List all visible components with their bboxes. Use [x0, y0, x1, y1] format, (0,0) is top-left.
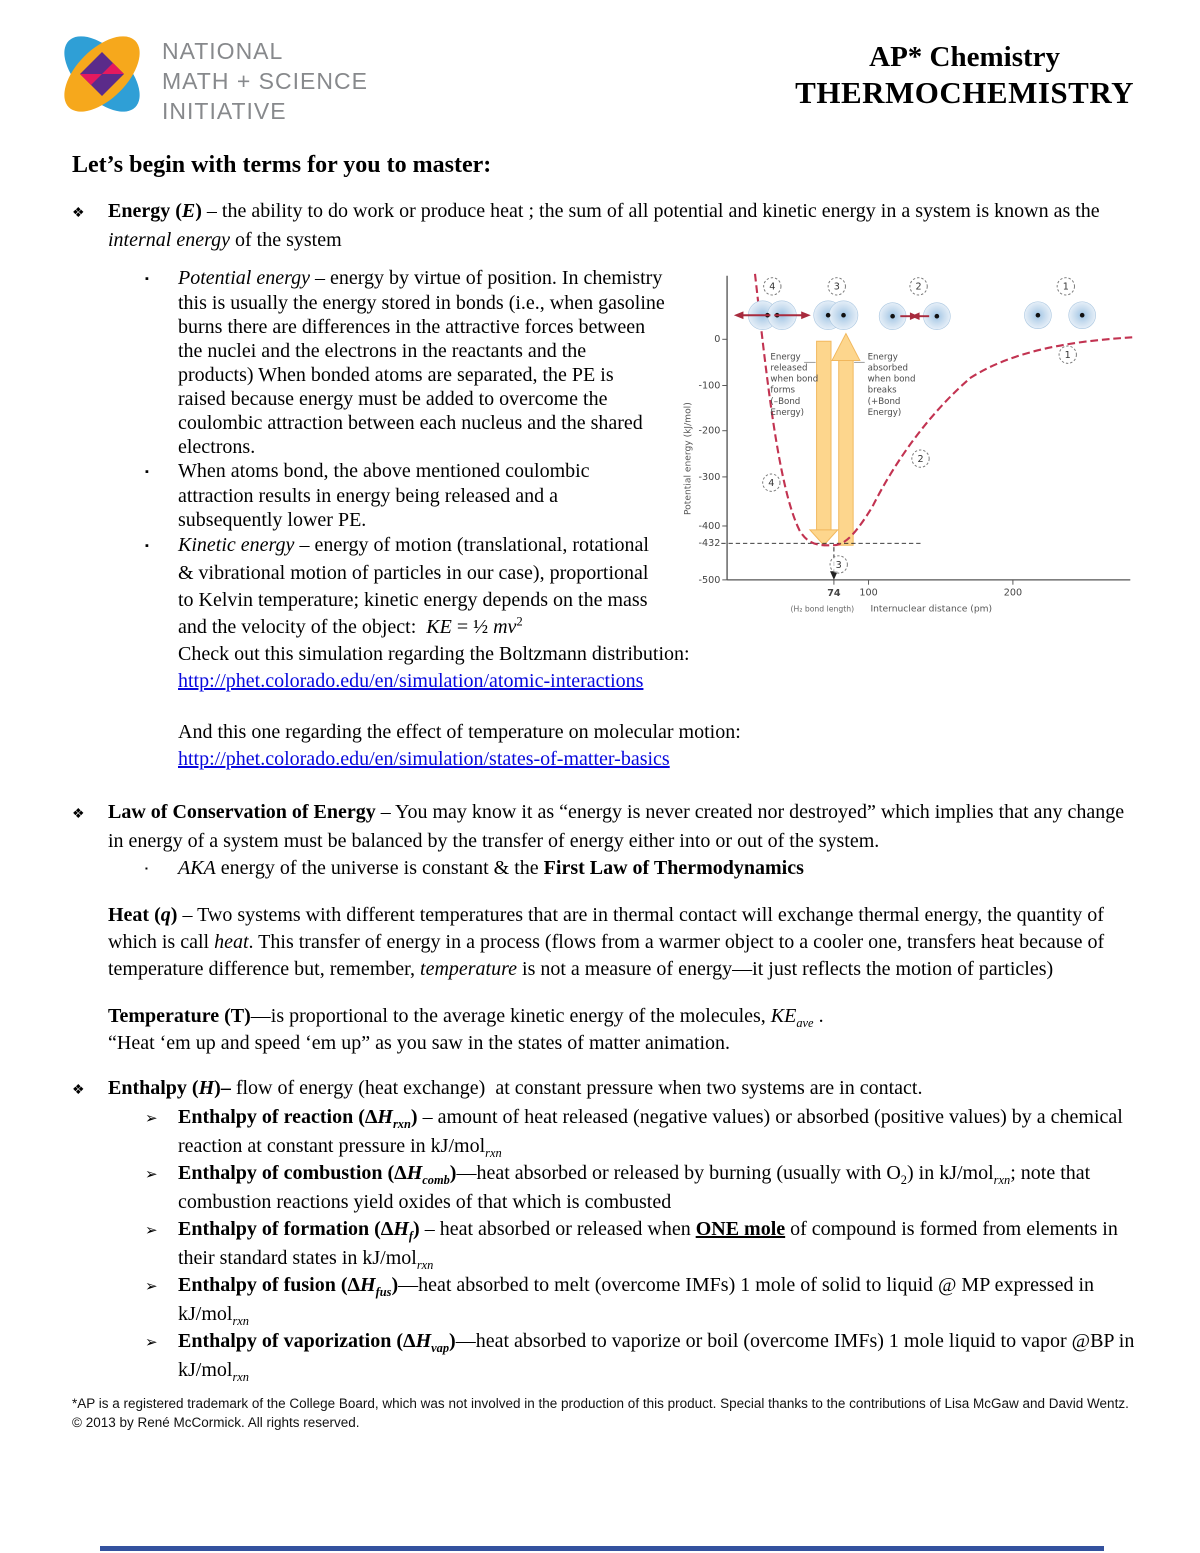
atoms-separated [1024, 302, 1095, 329]
y-tick-300: -300 [698, 471, 721, 483]
bullet-law-of-conservation [72, 799, 1138, 855]
atoms-bonded [814, 301, 858, 330]
enthalpy-fusion-text: Enthalpy of fusion $(\Delta H_{fus})—heat$ absorbed to melt (overcome IMFs) 1 mole of solid to liquid @ MP expressed in kJ/mol$_{rxn}$ [178, 1274, 1095, 1328]
phet-states-link-line [72, 746, 1138, 773]
svg-text:when bond: when bond [867, 374, 916, 385]
arrow-bullet-icon: ➢ [145, 1223, 158, 1239]
paragraph-temperature: Temperature (T)—is proportional to the average kinetic energy of the molecules, $KE_{ave}$ . “Heat ‘em up and speed ‘em up” as you saw in the states of matter animation. [108, 1005, 824, 1054]
diamond-bullet-icon: ❖ [72, 1083, 85, 1098]
y-axis-label: Potential energy (kJ/mol) [683, 402, 694, 515]
arrow-bullet-icon: ➢ [145, 1335, 158, 1351]
bullet-enthalpy-combustion [72, 1160, 1138, 1216]
pe-curve-figure [678, 266, 1138, 632]
svg-text:breaks: breaks [867, 385, 897, 396]
atoms-compressed [734, 301, 811, 330]
small-square-bullet-icon: ▪ [145, 864, 148, 873]
svg-text:1: 1 [1062, 281, 1069, 293]
bullet-energy [72, 198, 1138, 254]
states-of-matter-intro: And this one regarding the effect of temperature on molecular motion: [178, 721, 741, 743]
bottom-accent-bar [100, 1546, 1104, 1551]
document-body [72, 150, 1138, 1432]
section-heading: Let’s begin with terms for you to master: [72, 152, 492, 178]
title-topic: THERMOCHEMISTRY [795, 75, 1134, 110]
bullet-energy-text: Energy (E) – the ability to do work or produce heat ; the sum of all potential and kinetic energy in a system is known as the internal energy of the system [108, 200, 1100, 251]
svg-text:Energy): Energy) [770, 407, 805, 418]
bullet-law-text: Law of Conservation of Energy – You may know it as “energy is never created nor destroyed” which implies that any change in energy of a system must be balanced by the transfer of energy either into or out of the system. [108, 801, 1125, 852]
x-axis-label: Internuclear distance (pm) [870, 604, 993, 615]
arrow-bullet-icon: ➢ [145, 1279, 158, 1295]
bullet-enthalpy-reaction [72, 1104, 1138, 1160]
svg-text:(–Bond: (–Bond [770, 396, 801, 407]
enthalpy-reaction-text: Enthalpy of reaction $(\Delta H_{rxn})$ – amount of heat released (negative values) or absorbed (positive values) by a chemical reaction at constant pressure in kJ/mol$_{rxn}$ [178, 1106, 1123, 1160]
bullet-potential-text: Potential energy – energy by virtue of position. In chemistry this is usually the energy stored in bonds (i.e., when gasoline burns there are differences in the attractive forces between the nuclei and the electrons in the reactants and the products) When bonded atoms are separated, the PE is raised because energy must be added to overcome the coulombic attraction between each nucleus and the shared electrons. [178, 267, 665, 458]
logo-line-1: NATIONAL [162, 38, 284, 64]
svg-text:Energy: Energy [770, 352, 801, 363]
square-bullet-icon: ▪ [145, 540, 149, 552]
logo-line-2: MATH + SCIENCE [162, 68, 368, 94]
enthalpy-vaporization-text: Enthalpy of vaporization $(\Delta H_{vap})—heat$ absorbed to vaporize or boil (overcome IMFs) 1 mole liquid to vapor @BP in kJ/mol$_{rxn}$ [178, 1330, 1135, 1384]
nmsi-logo-mark [52, 24, 152, 124]
bullet-aka-text: AKA energy of the universe is constant & the First Law of Thermodynamics [178, 857, 804, 879]
arrow-bullet-icon: ➢ [145, 1111, 158, 1127]
enthalpy-combustion-text: Enthalpy of combustion $(\Delta H_{comb})—heat$ absorbed or released by burning (usually with $O_2$) in kJ/mol$_{rxn}$; note that combustion reactions yield oxides of that which is combusted [178, 1162, 1091, 1213]
svg-text:forms: forms [770, 385, 796, 396]
phet-atomic-link-line [72, 668, 1138, 695]
phet-states-of-matter-link[interactable]: http://phet.colorado.edu/en/simulation/states-of-matter-basics [178, 748, 670, 770]
nmsi-logo-text [162, 36, 368, 126]
svg-text:2: 2 [917, 453, 924, 465]
bullet-enthalpy [72, 1075, 1138, 1104]
nmsi-logo-icon [52, 24, 152, 124]
y-tick-432: -432 [698, 538, 721, 550]
stage-markers-top [764, 278, 1075, 295]
svg-text:released: released [770, 363, 808, 374]
svg-text:Energy: Energy [867, 352, 898, 363]
energy-absorbed-arrow [832, 334, 860, 546]
x-tick-74: 74 [827, 588, 841, 600]
bullet-aka-first-law [72, 855, 1138, 882]
svg-text:4: 4 [769, 281, 776, 293]
atoms-approaching [879, 303, 950, 330]
bullet-enthalpy-formation [72, 1216, 1138, 1272]
svg-text:1: 1 [1064, 350, 1071, 362]
enthalpy-formation-text: Enthalpy of formation $(\Delta H_f)$ – heat absorbed or released when ONE mole of compound is formed from elements in their standard states in kJ/mol$_{rxn}$ [178, 1218, 1118, 1272]
y-tick-100: -100 [698, 380, 721, 392]
svg-text:3: 3 [835, 559, 842, 571]
svg-text:when bond: when bond [770, 374, 819, 385]
x-sub-label: (H₂ bond length) [790, 604, 855, 614]
svg-text:Energy): Energy) [867, 407, 902, 418]
svg-text:3: 3 [833, 281, 840, 293]
y-tick-400: -400 [698, 520, 721, 532]
diamond-bullet-icon: ❖ [72, 206, 85, 221]
pe-curve-chart [678, 266, 1138, 632]
bullet-kinetic-text: Kinetic energy – energy of motion (translational, rotational & vibrational motion of particles in our case), proportional to Kelvin temperature; kinetic energy depends on the mass and the velocity of the object: KE = ½ $mv^2$ Check out this simulation regarding the Boltzmann distribution: [178, 534, 690, 665]
svg-text:2: 2 [915, 281, 922, 293]
title-course: AP* Chemistry [869, 41, 1061, 73]
y-tick-200: -200 [698, 425, 721, 437]
paragraph-heat: Heat (q) – Two systems with different temperatures that are in thermal contact will exchange thermal energy, the quantity of which is call heat. This transfer of energy in a process (flows from a warmer object to a cooler one, transfers heat because of temperature difference but, remember, temperature is not a measure of energy—it just reflects the motion of particles) [108, 904, 1105, 980]
svg-text:absorbed: absorbed [867, 363, 909, 374]
arrow-bullet-icon: ➢ [145, 1167, 158, 1183]
x-tick-100: 100 [859, 587, 878, 599]
diamond-bullet-icon: ❖ [72, 807, 85, 822]
energy-released-arrow [810, 341, 838, 545]
svg-text:(+Bond: (+Bond [867, 396, 901, 407]
phet-atomic-interactions-link[interactable]: http://phet.colorado.edu/en/simulation/atomic-interactions [178, 670, 644, 692]
bullet-bonding-text: When atoms bond, the above mentioned coulombic attraction results in energy being released and a subsequently lower PE. [178, 460, 590, 531]
y-tick-500: -500 [698, 574, 721, 586]
bullet-enthalpy-fusion [72, 1272, 1138, 1328]
energy-absorbed-label [868, 353, 916, 418]
bullet-enthalpy-vaporization [72, 1328, 1138, 1384]
copyright-footer: *AP is a registered trademark of the College Board, which was not involved in the production of this product. Special thanks to the contributions of Lisa McGaw and David Wentz. © 2013 by René McCormick. All rights reserved. [72, 1396, 1129, 1430]
document-title [795, 40, 1134, 112]
y-tick-0: 0 [714, 334, 721, 346]
svg-text:4: 4 [768, 478, 775, 490]
x-tick-200: 200 [1003, 587, 1023, 599]
square-bullet-icon: ▪ [145, 273, 149, 285]
bullet-enthalpy-text: Enthalpy (H)– flow of energy (heat exchange) at constant pressure when two systems are in contact. [108, 1077, 923, 1099]
square-bullet-icon: ▪ [145, 466, 149, 478]
logo-line-3: INITIATIVE [162, 98, 287, 124]
